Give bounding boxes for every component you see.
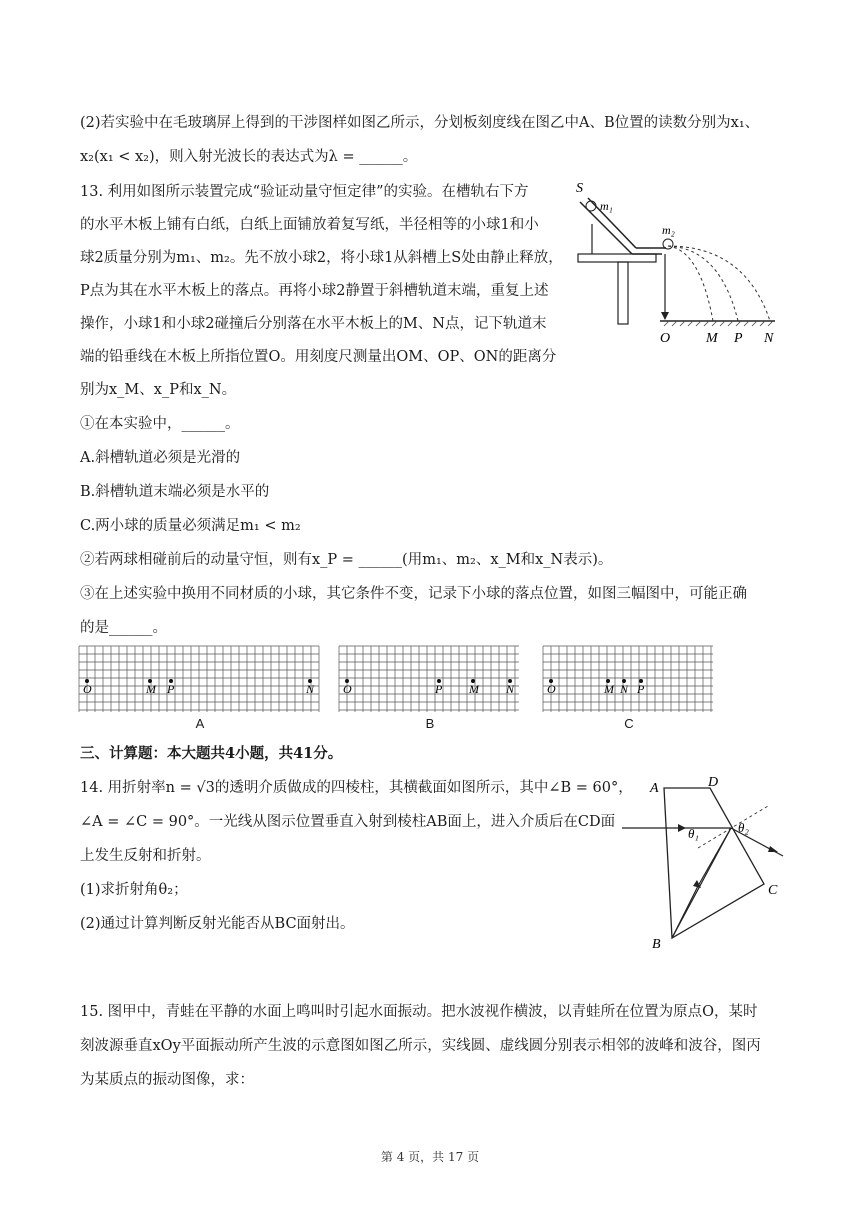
grid-point-label: M [604,682,614,696]
figure-13-apparatus [570,176,785,346]
text-line-19: ∠A = ∠C = 90°。一光线从图示位置垂直入射到棱柱AB面上，进入介质后在CD面 [80,814,616,830]
section-heading: 三、计算题：本大题共4小题，共41分。 [80,745,343,762]
label-a: A [650,781,659,796]
label-m: M [706,331,718,346]
text-line-25: 为某质点的振动图像，求： [80,1072,254,1088]
grid-point-label: P [167,682,175,696]
label-c: C [768,883,778,898]
text-line-9: 别为x_M、x_P和x_N。 [80,382,237,398]
text-line-1: (2)若实验中在毛玻璃屏上得到的干涉图样如图乙所示，分划板刻度线在图乙中A、B位置的读数分别为x₁、 [80,115,760,131]
text-line-5: 球2质量分别为m₁、m₂。先不放小球2，将小球1从斜槽上S处由静止释放， [80,250,563,266]
grid-figure-a [78,645,322,715]
label-b: B [652,937,661,952]
grid-point-label: M [469,682,479,696]
sub-question-3: ③在上述实验中换用不同材质的小球，其它条件不变，记录下小球的落点位置，如图三幅图中，可能正确 [80,586,747,602]
label-m1: m₁ [600,199,613,213]
label-s: S [576,181,583,196]
grid-point-label: M [146,682,156,696]
grid-point-label: O [343,682,352,696]
question-13-stem: 13. 利用如图所示装置完成“验证动量守恒定律”的实验。在槽轨右下方 [80,184,529,200]
question-14-part-1: (1)求折射角θ₂； [80,882,188,898]
grid-point-label: O [83,682,92,696]
text-line-16: 的是______。 [80,620,167,636]
grid-point-label: P [637,682,645,696]
text-line-20: 上发生反射和折射。 [80,848,211,864]
label-theta1: θ₁ [688,826,699,841]
label-theta2: θ₂ [738,820,749,835]
page-footer: 第 4 页，共 17 页 [380,1150,480,1164]
label-n: N [764,331,774,346]
label-p: P [734,331,743,346]
text-line-2: x₂(x₁ < x₂)，则入射光波长的表达式为λ = ______。 [80,149,418,165]
question-15-stem: 15. 图甲中，青蛙在平静的水面上鸣叫时引起水面振动。把水波视作横波，以青蛙所在位置为原点O，某时 [80,1004,758,1020]
grid-figure-c [542,645,716,715]
option-a: A.斜槽轨道必须是光滑的 [80,450,241,466]
grid-caption-b: B [425,716,435,731]
label-m2: m₂ [662,223,675,237]
option-c: C.两小球的质量必须满足m₁ < m₂ [80,518,301,534]
grid-point-label: N [306,682,315,696]
grid-point-label: N [506,682,515,696]
text-line-7: 操作，小球1和小球2碰撞后分别落在水平木板上的M、N点，记下轨道末 [80,316,547,332]
question-14-part-2: (2)通过计算判断反射光能否从BC面射出。 [80,916,355,932]
grid-point-label: N [620,682,629,696]
text-line-24: 刻波源垂直xOy平面振动所产生波的示意图如图乙所示，实线圆、虚线圆分别表示相邻的波峰和波谷，图丙 [80,1038,761,1054]
figure-14-prism [618,776,790,956]
text-line-6: P点为其在水平木板上的落点。再将小球2静置于斜槽轨道末端，重复上述 [80,283,549,299]
grid-point-label: P [435,682,443,696]
text-line-8: 端的铅垂线在木板上所指位置O。用刻度尺测量出OM、OP、ON的距离分 [80,349,557,365]
sub-question-2: ②若两球相碰前后的动量守恒，则有x_P = ______(用m₁、m₂、x_M和x_N表示)。 [80,552,613,568]
grid-figure-b [338,645,522,715]
label-d: D [708,776,719,790]
grid-point-label: O [547,682,556,696]
sub-question-1: ①在本实验中，______。 [80,416,240,432]
grid-caption-c: C [624,716,634,731]
grid-caption-a: A [195,716,205,731]
label-o: O [660,331,671,346]
option-b: B.斜槽轨道末端必须是水平的 [80,484,270,500]
question-14-stem: 14. 用折射率n = √3的透明介质做成的四棱柱，其横截面如图所示，其中∠B = 60°， [80,780,633,796]
text-line-4: 的水平木板上铺有白纸，白纸上面铺放着复写纸，半径相等的小球1和小 [80,217,539,233]
